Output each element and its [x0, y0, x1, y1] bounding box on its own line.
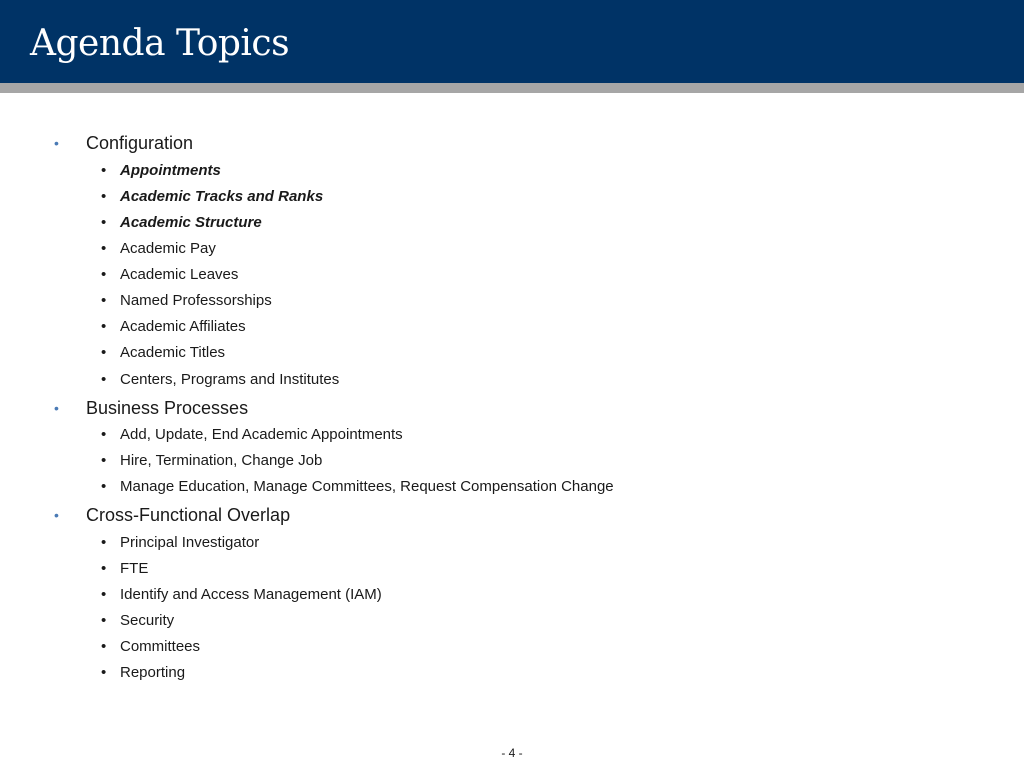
item-bullet-icon: •: [101, 188, 107, 205]
item-bullet-icon: •: [101, 612, 107, 629]
list-item: Manage Education, Manage Committees, Request Compensation Change: [120, 478, 614, 495]
item-bullet-icon: •: [101, 586, 107, 603]
slide-title: Agenda Topics: [30, 23, 290, 64]
list-item: Academic Tracks and Ranks: [120, 188, 324, 205]
section-heading: Business Processes: [86, 398, 249, 418]
section-heading: Configuration: [86, 133, 194, 153]
item-bullet-icon: •: [101, 371, 107, 388]
item-bullet-icon: •: [101, 318, 107, 335]
item-bullet-icon: •: [101, 426, 107, 443]
list-item: Committees: [120, 638, 201, 655]
list-item: Academic Structure: [120, 214, 262, 231]
list-item: Security: [120, 612, 175, 629]
item-bullet-icon: •: [101, 638, 107, 655]
list-item: Add, Update, End Academic Appointments: [120, 426, 403, 443]
list-item: Academic Titles: [120, 344, 226, 361]
page-number: - 4 -: [501, 746, 523, 760]
item-bullet-icon: •: [101, 266, 107, 283]
list-item: FTE: [120, 560, 149, 577]
item-bullet-icon: •: [101, 344, 107, 361]
item-bullet-icon: •: [101, 452, 107, 469]
item-bullet-icon: •: [101, 478, 107, 495]
list-item: Appointments: [120, 162, 221, 179]
list-item: Reporting: [120, 664, 186, 681]
section-heading: Cross-Functional Overlap: [86, 505, 291, 525]
list-item: Centers, Programs and Institutes: [120, 371, 340, 388]
section-bullet-icon: •: [54, 135, 59, 151]
item-bullet-icon: •: [101, 240, 107, 257]
list-item: Academic Affiliates: [120, 318, 246, 335]
list-item: Identify and Access Management (IAM): [120, 586, 382, 603]
item-bullet-icon: •: [101, 292, 107, 309]
list-item: Principal Investigator: [120, 534, 260, 551]
list-item: Hire, Termination, Change Job: [120, 452, 323, 469]
list-item: Academic Leaves: [120, 266, 239, 283]
item-bullet-icon: •: [101, 162, 107, 179]
item-bullet-icon: •: [101, 214, 107, 231]
section-bullet-icon: •: [54, 507, 59, 523]
list-item: Academic Pay: [120, 240, 216, 257]
list-item: Named Professorships: [120, 292, 272, 309]
section-bullet-icon: •: [54, 400, 59, 416]
item-bullet-icon: •: [101, 560, 107, 577]
item-bullet-icon: •: [101, 664, 107, 681]
item-bullet-icon: •: [101, 534, 107, 551]
